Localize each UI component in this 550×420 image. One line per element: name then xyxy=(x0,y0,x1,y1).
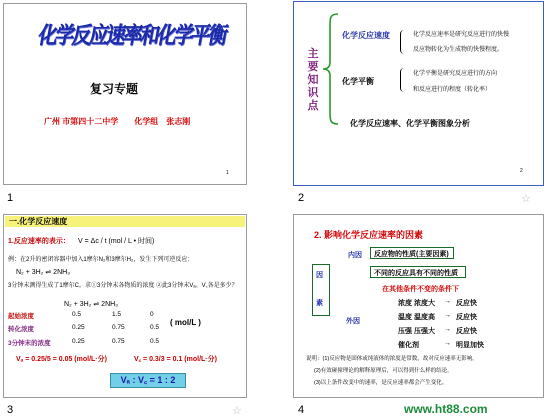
slide-4-factor-pressure-result: 反应快 xyxy=(456,328,477,335)
slide-3-example-intro: 例：在2升的密闭容器中加入1摩尔N₂和3摩尔H₂，发生下列可逆反应： xyxy=(8,257,194,263)
slide-4-note-3: (3)以上条件改变中的速率，是反应速率都会产生变化。 xyxy=(314,380,448,386)
slide-4-note-2: (2)有效碰撞理论的解释原理后，可以得到什么样的结论。 xyxy=(314,368,453,374)
slide-4-note-1: 说明：(1)反应物是固体或纯液体的浓度是常数，故对反应速率无影响。 xyxy=(306,356,478,362)
slide-1-footer-mark: 1 xyxy=(226,170,229,176)
slide-4-outer-label: 外因 xyxy=(346,318,360,325)
slide-3-row-start-v1: 0.5 xyxy=(72,311,82,318)
slide-3-row-end: 3分钟末的浓度 xyxy=(8,340,51,347)
slide-3-header: 一.化学反应速度 xyxy=(5,216,245,227)
slide-3-formula: V = Δc / t (mol / L • 时间) xyxy=(78,238,155,245)
slide-3-reaction: N₂ + 3H₂ ⇌ 2NH₃ xyxy=(16,269,71,276)
slide-1-number: 1 xyxy=(7,192,14,204)
slide-4-arrow-icon: → xyxy=(444,298,451,305)
slide-4-arrow-icon: → xyxy=(444,312,451,319)
slide-4-factor-conc: 浓度 浓度大 xyxy=(398,300,435,307)
slide-4-arrow-icon: → xyxy=(444,326,451,333)
slide-3-unit: ( mol/L ) xyxy=(170,318,201,327)
slide-2-small-brace-1 xyxy=(400,30,407,54)
slide-3-row-start: 起始浓度 xyxy=(8,313,34,320)
slide-2-number: 2 xyxy=(298,192,305,204)
slide-4-inner-text: 反应物的性质(主要因素) xyxy=(374,251,449,258)
slide-3-va: Vₐ = 0.25/5 = 0.05 (mol/L·分) xyxy=(16,356,107,363)
slide-3-row-end-v3: 0.5 xyxy=(150,338,160,345)
slide-4-factor-conc-result: 反应快 xyxy=(456,300,477,307)
slide-2-small-brace-2 xyxy=(400,68,407,92)
slide-1-subtitle: 复习专题 xyxy=(90,82,139,96)
slide-4-factor-catalyst-result: 明显加快 xyxy=(456,342,484,349)
slide-3-row-start-v2: 1.5 xyxy=(112,311,122,318)
slide-1-title: 化学反应速率和化学平衡 xyxy=(36,22,229,50)
slide-2-item-rate-desc1: 化学反应速率是研究反应进行的快慢 xyxy=(413,32,510,38)
slide-3-row-change-v1: 0.25 xyxy=(72,324,85,331)
slide-3-vc: V꜀ = 0.3/3 = 0.1 (mol/L·分) xyxy=(134,356,217,363)
slide-3-row-change: 转化浓度 xyxy=(8,326,34,333)
watermark: www.ht88.com xyxy=(404,402,488,416)
slide-3-row-start-v3: 0 xyxy=(150,311,154,318)
slide-3-row-change-v2: 0.75 xyxy=(112,324,125,331)
slide-4-factor-temp-result: 反应快 xyxy=(456,314,477,321)
slide-4-factor-temp: 温度 温度高 xyxy=(398,314,435,321)
slide-2-bottom-item: 化学反应速率、化学平衡图象分析 xyxy=(350,119,470,128)
slide-4-factor-catalyst: 催化剂 xyxy=(398,342,419,349)
slide-4-factor-label-top: 因 xyxy=(316,272,323,279)
slide-3-reaction-2: N₂ + 3H₂ ⇌ 2NH₃ xyxy=(64,301,119,308)
slide-2-item-rate-desc2: 反应物转化为生成物的快慢程度。 xyxy=(413,47,504,53)
slide-3-question: 3分钟末测得生成了1摩尔C。求①3分钟末各物质的浓度 ②此3分钟末Vₐ、V꜀各是多少？ xyxy=(8,283,238,289)
slide-2-transition-star-icon[interactable]: ☆ xyxy=(521,193,531,205)
slide-2-footer-mark: 2 xyxy=(520,168,523,174)
slide-4-inner-label: 内因 xyxy=(348,252,362,259)
slide-3-row-end-v2: 0.75 xyxy=(112,338,125,345)
slide-2-item-eq-desc1: 化学平衡是研究反应进行的方向 xyxy=(413,71,498,77)
slide-1-school: 广州 市第四十二中学 化学组 张志刚 xyxy=(44,117,191,126)
slide-3-transition-star-icon[interactable]: ☆ xyxy=(232,405,242,417)
slide-3-row-change-v3: 0.5 xyxy=(150,324,160,331)
slide-2-item-rate: 化学反应速度 xyxy=(342,31,390,40)
slide-3-row-end-v1: 0.25 xyxy=(72,338,85,345)
slide-3-definition: 1.反应速率的表示： xyxy=(8,238,70,245)
slide-4-factor-label-bottom: 素 xyxy=(316,300,323,307)
slide-4-number: 4 xyxy=(298,404,305,416)
slide-4-middle-text: 不同的反应具有不同的性质 xyxy=(374,270,458,277)
slide-2-item-equilibrium: 化学平衡 xyxy=(342,77,374,86)
slide-2-vertical-label: 主 要 知 识 点 xyxy=(307,48,319,112)
slide-2-item-eq-desc2: 和反应进行的程度（转化率） xyxy=(413,87,492,93)
slide-2-brace xyxy=(322,12,340,126)
slide-4-factor-pressure: 压强 压强大 xyxy=(398,328,435,335)
slide-3-ratio-box: Vₐ : V꜀ = 1 : 2 xyxy=(110,373,186,388)
slide-4-condition: 在其他条件不变的条件下 xyxy=(382,286,459,293)
slide-3-number: 3 xyxy=(7,404,14,416)
slide-4-title: 2. 影响化学反应速率的因素 xyxy=(314,230,424,240)
slide-4-arrow-icon: → xyxy=(444,340,451,347)
